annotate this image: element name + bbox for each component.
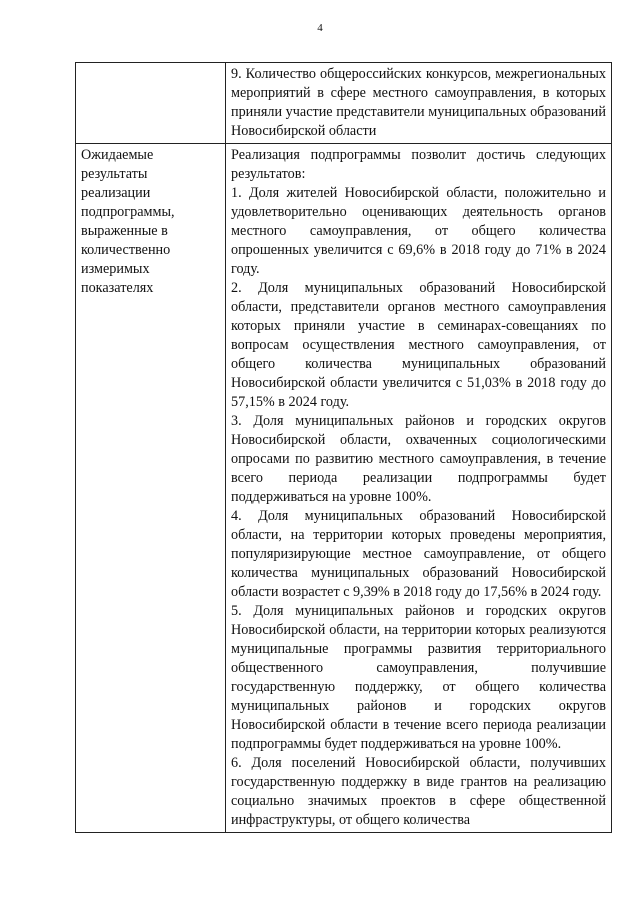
- table-row: [76, 63, 612, 144]
- table-row: [76, 144, 612, 833]
- page-number: 4: [317, 22, 323, 34]
- row-label: Ожидаемые результаты реализации подпрограммы, выраженные в количественно измеримых показателях: [76, 144, 226, 833]
- result-item-6: 6. Доля поселений Новосибирской области, получивших государственную поддержку в виде грантов на реализацию социально значимых проектов в сфере общественной инфраструктуры, от общего количества: [231, 755, 606, 828]
- result-item-3: 3. Доля муниципальных районов и городских округов Новосибирской области, охваченных социологическими опросами по развитию местного самоуправления, в течение всего периода реализации подпрограммы будет поддерживаться на уровне 100%.: [231, 413, 606, 505]
- passport-table: [75, 62, 612, 833]
- result-item-2: 2. Доля муниципальных образований Новосибирской области, представители органов местного самоуправления которых приняли участие в семинарах-совещаниях по вопросам осуществления местного самоуправления, от общего количества муниципальных образований Новосибирской области увеличится с 51,03% в 2018 году до 57,15% в 2024 году.: [231, 280, 606, 410]
- results-intro: Реализация подпрограммы позволит достичь следующих результатов:: [231, 147, 606, 182]
- result-item-4: 4. Доля муниципальных образований Новосибирской области, на территории которых проведены мероприятия, популяризирующие местное самоуправление, от общего количества муниципальных образований Новосибирской области возрастет с 9,39% в 2018 году до 17,56% в 2024 году.: [231, 508, 606, 600]
- result-item-1: 1. Доля жителей Новосибирской области, положительно и удовлетворительно оценивающих деятельность органов местного самоуправления, от общего количества опрошенных увеличится с 69,6% в 2018 году до 71% в 2024 году.: [231, 185, 606, 277]
- indicator-item-9: 9. Количество общероссийских конкурсов, межрегиональных мероприятий в сфере местного самоуправления, в которых приняли участие представители муниципальных образований Новосибирской области: [231, 66, 606, 139]
- row-content: [226, 63, 612, 144]
- row-content: [226, 144, 612, 833]
- result-item-5: 5. Доля муниципальных районов и городских округов Новосибирской области, на территории которых реализуются муниципальные программы развития территориального общественного самоуправления, получившие государственную поддержку, от общего количества муниципальных районов и городских округов Новосибирской области в течение всего периода реализации подпрограммы будет поддерживаться на уровне 100%.: [231, 603, 606, 752]
- row-label: [76, 63, 226, 144]
